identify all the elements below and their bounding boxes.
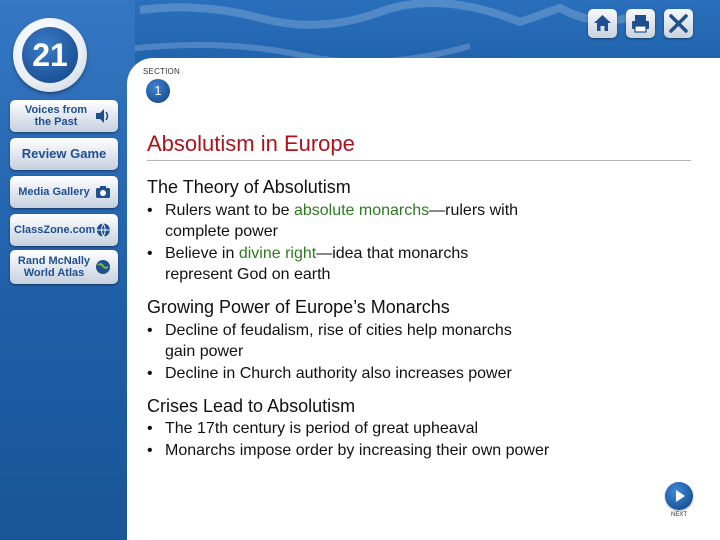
bullet-text: —rulers with bbox=[429, 202, 519, 219]
review-game-button[interactable] bbox=[10, 138, 118, 170]
bullet-item bbox=[147, 320, 707, 362]
key-term: divine right bbox=[238, 245, 317, 262]
voices-from-the-past-button[interactable] bbox=[10, 100, 118, 132]
bullet-marker: • bbox=[147, 365, 153, 382]
close-button[interactable] bbox=[664, 9, 693, 38]
next-button[interactable] bbox=[665, 482, 693, 510]
nav-label: Voices from the Past bbox=[24, 104, 88, 128]
bullet-marker: • bbox=[147, 245, 153, 262]
globe-icon bbox=[94, 258, 112, 276]
chapter-badge bbox=[13, 18, 87, 92]
bullet-text: represent God on earth bbox=[165, 266, 331, 283]
bullet-text: Believe in bbox=[165, 245, 239, 262]
bullet-marker: • bbox=[147, 442, 153, 459]
bullet-text: Decline of feudalism, rise of cities help monarchs bbox=[165, 322, 512, 339]
section-heading: Growing Power of Europe’s Monarchs bbox=[147, 297, 450, 317]
bullet-item bbox=[147, 243, 707, 285]
bullet-marker: • bbox=[147, 202, 153, 219]
classzone-button[interactable] bbox=[10, 214, 118, 246]
rand-mcnally-atlas-button[interactable] bbox=[10, 250, 118, 284]
nav-label: ClassZone.com bbox=[14, 224, 96, 236]
bullet-text: gain power bbox=[165, 343, 244, 360]
print-button[interactable] bbox=[626, 9, 655, 38]
speaker-icon bbox=[94, 107, 112, 125]
bullet-text: complete power bbox=[165, 223, 278, 240]
title-divider bbox=[147, 160, 691, 161]
media-gallery-button[interactable] bbox=[10, 176, 118, 208]
next-label: NEXT bbox=[671, 512, 688, 518]
bullet-text: Rulers want to be bbox=[165, 202, 294, 219]
key-term: absolute monarchs bbox=[293, 202, 430, 219]
bullet-text: Monarchs impose order by increasing their own power bbox=[165, 442, 550, 459]
camera-icon bbox=[94, 183, 112, 201]
nav-label: Rand McNally World Atlas bbox=[17, 255, 91, 279]
play-arrow-icon bbox=[665, 482, 693, 510]
bullet-text: The 17th century is period of great upheaval bbox=[165, 420, 479, 437]
bullet-item bbox=[147, 418, 707, 439]
chapter-number: 21 bbox=[22, 27, 78, 83]
section-number: 1 bbox=[146, 79, 170, 103]
home-button[interactable] bbox=[588, 9, 617, 38]
section-heading: Crises Lead to Absolutism bbox=[147, 396, 356, 416]
section-heading: The Theory of Absolutism bbox=[147, 177, 351, 197]
printer-icon bbox=[630, 13, 651, 34]
bullet-text: Decline in Church authority also increases power bbox=[165, 365, 512, 382]
bullet-marker: • bbox=[147, 322, 153, 339]
section-label: SECTION bbox=[143, 67, 180, 76]
bullet-item bbox=[147, 440, 707, 461]
home-icon bbox=[592, 13, 613, 34]
close-icon bbox=[668, 13, 689, 34]
bullet-text: —idea that monarchs bbox=[316, 245, 469, 262]
page-title: Absolutism in Europe bbox=[147, 131, 355, 156]
bullet-item bbox=[147, 200, 707, 242]
bullet-item bbox=[147, 363, 707, 384]
nav-label: Media Gallery bbox=[18, 186, 90, 198]
bullet-marker: • bbox=[147, 420, 153, 437]
globe-icon bbox=[95, 221, 112, 239]
nav-label: Review Game bbox=[21, 146, 107, 161]
